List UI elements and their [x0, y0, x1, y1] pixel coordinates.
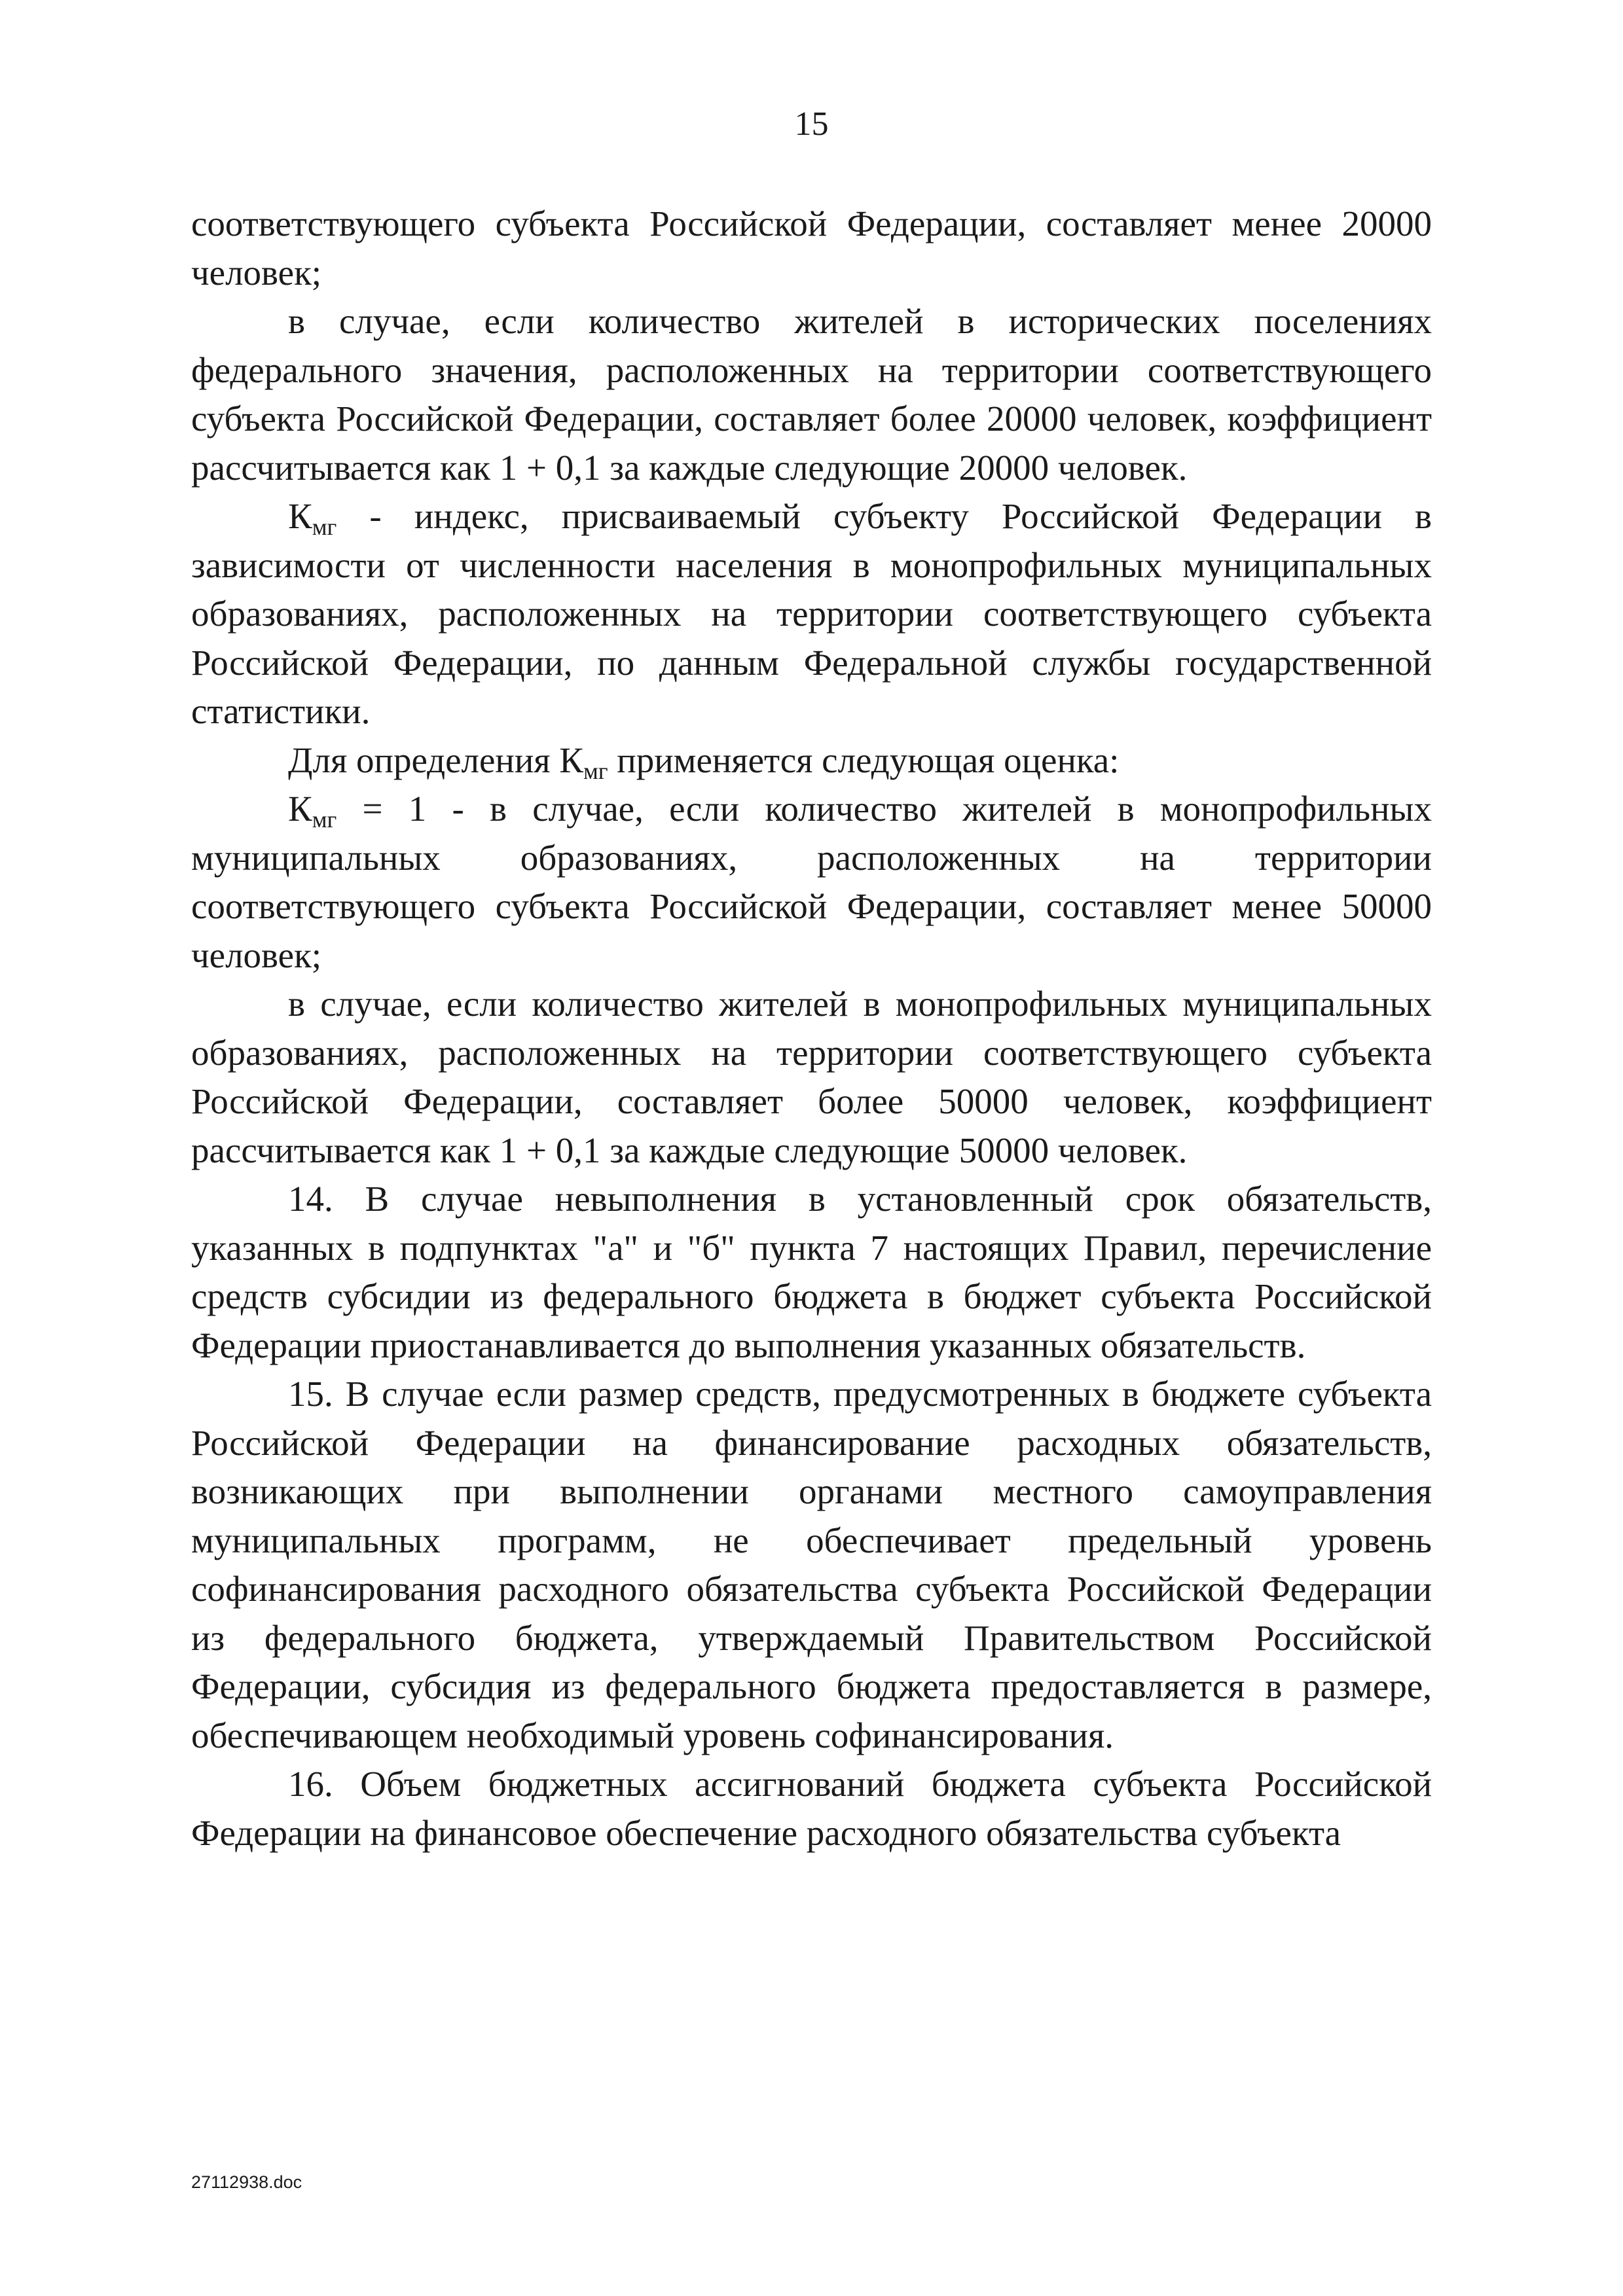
paragraph-continuation: соответствующего субъекта Российской Федерации, составляет менее 20000 человек;	[191, 204, 1432, 293]
paragraph-kmg-definition: $К_{мг}$ - индекс, присваиваемый субъекту Российской Федерации в зависимости от численности населения в монопрофильных муниципальных образованиях, расположенных на территории соответствующего субъекта Российской Федерации, по данным Федеральной службы государственной статистики.	[191, 496, 1432, 731]
paragraph-kmg-assessment: Для определения $К_{мг}$ применяется следующая оценка:	[288, 740, 1120, 784]
paragraph-kmg-equals-one: $К_{мг} = 1 - в$ случае, если количество жителей в монопрофильных муниципальных образованиях, расположенных на территории соответствующего субъекта Российской Федерации, составляет менее 50000 человек;	[191, 789, 1432, 975]
paragraph-kmg-more-than: в случае, если количество жителей в монопрофильных муниципальных образованиях, расположенных на территории соответствующего субъекта Российской Федерации, составляет более 50000 человек, коэффициент рассчитывается как 1 + 0,1 за каждые следующие 50000 человек.	[191, 984, 1432, 1170]
paragraph-clause-16: 16. Объем бюджетных ассигнований бюджета субъекта Российской Федерации на финансовое обеспечение расходного обязательства субъекта	[191, 1764, 1432, 1853]
document-filename: 27112938.doc	[191, 2172, 302, 2192]
page-number: 15	[794, 105, 829, 143]
document-body	[191, 200, 1432, 1857]
paragraph-clause-15: 15. В случае если размер средств, предусмотренных в бюджете субъекта Российской Федерации на финансирование расходных обязательств, возникающих при выполнении органами местного самоуправления муниципальных программ, не обеспечивает предельный уровень софинансирования расходного обязательства субъекта Российской Федерации из федерального бюджета, утверждаемый Правительством Российской Федерации, субсидия из федерального бюджета предоставляется в размере, обеспечивающем необходимый уровень софинансирования.	[191, 1374, 1432, 1755]
paragraph-historic-settlements: в случае, если количество жителей в исторических поселениях федерального значения, расположенных на территории соответствующего субъекта Российской Федерации, составляет более 20000 человек, коэффициент рассчитывается как 1 + 0,1 за каждые следующие 20000 человек.	[191, 301, 1432, 488]
paragraph-clause-14: 14. В случае невыполнения в установленный срок обязательств, указанных в подпунктах "а" и "б" пункта 7 настоящих Правил, перечисление средств субсидии из федерального бюджета в бюджет субъекта Российской Федерации приостанавливается до выполнения указанных обязательств.	[191, 1179, 1432, 1365]
